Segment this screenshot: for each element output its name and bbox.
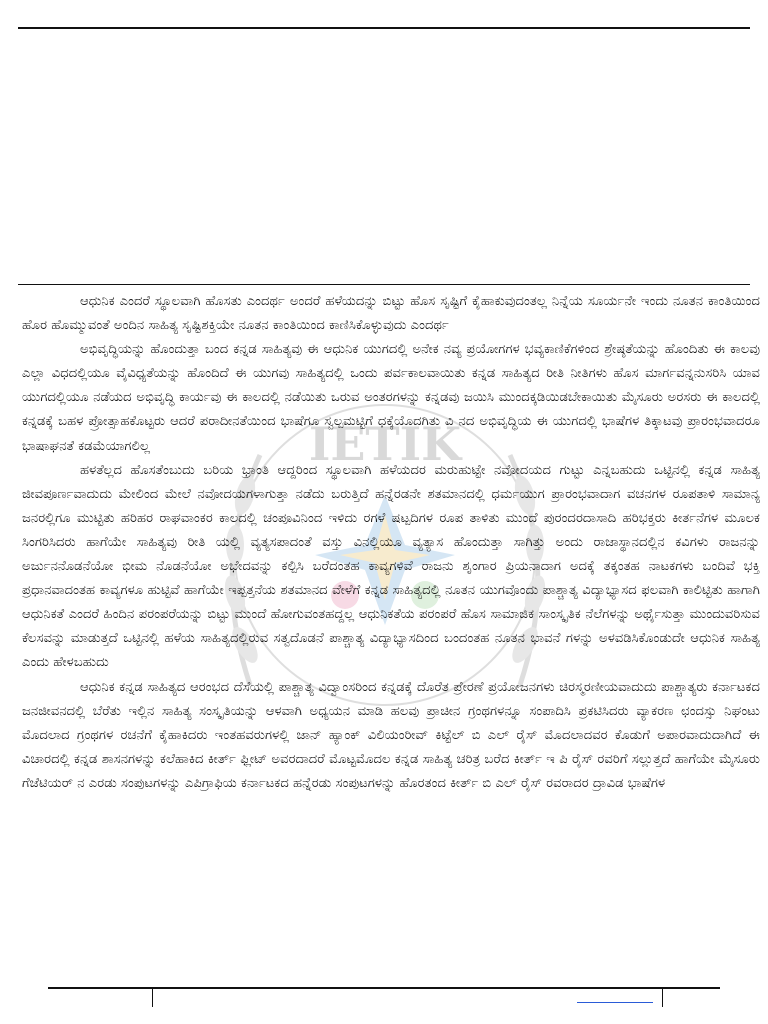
- footer-rule: [48, 987, 720, 989]
- top-rule: [18, 27, 750, 29]
- footer-divider-right: [662, 987, 663, 1007]
- footer-link[interactable]: [577, 1002, 653, 1003]
- footer-divider-left: [152, 987, 153, 1007]
- document-body: [22, 290, 760, 796]
- paragraph-3: ಹಳತೆಲ್ಲದ ಹೊಸತೆಂಬುದು ಬರಿಯ ಭ್ರಾಂತಿ ಆದ್ದರಿಂದ ಸ್ಥೂಲವಾಗಿ ಹಳೆಯದರ ಮರುಹುಟ್ಟೇ ನವೋದಯದ ಗುಟ್ಟು ಎನ್ನಬಹುದು ಒಟ್ಟಿನಲ್ಲಿ ಕನ್ನಡ ಸಾಹಿತ್ಯ ಜೀವಪೂರ್ಣವಾದುದು ಮೇಲಿಂದ ಮೇಲೆ ನವೋದಯಗಳಾಗುತ್ತಾ ನಡೆದು ಬರುತ್ತಿದೆ ಹನ್ನೆರಡನೇ ಶತಮಾನದಲ್ಲಿ ಧರ್ಮಯುಗ ಪ್ರಾರಂಭವಾದಾಗ ವಚನಗಳ ರೂಪತಾಳಿ ಸಾಮಾನ್ಯ ಜನರಲ್ಲಿಗೂ ಮುಟ್ಟಿತು ಹರಿಹರ ರಾಘವಾಂಕರ ಕಾಲದಲ್ಲಿ ಚಂಪೂವಿನಿಂದ ಇಳಿದು ರಗಳೆ ಷಟ್ಪದಿಗಳ ರೂಪ ತಾಳಿತು ಮುಂದೆ ಪುರಂದರದಾಸಾದಿ ಹರಿಭಕ್ತರು ಕೀರ್ತನೆಗಳ ಮೂಲಕ ಸಿಂಗರಿಸಿದರು ಹಾಗೆಯೇ ಸಾಹಿತ್ಯವು ರೀತಿ ಯಲ್ಲಿ ವ್ಯತ್ಯಸಪಾದಂತೆ ವಸ್ತು ವಿನಲ್ಲಿಯೂ ವ್ಯತ್ಯಾಸ ಹೊಂದುತ್ತಾ ಸಾಗಿತ್ತು ಅಂದು ರಾಜಾಸ್ಥಾನದಲ್ಲಿನ ಕವಿಗಳು ರಾಜನನ್ನು ಅರ್ಜುನನೊಡನೆಯೋ ಭೀಮ ನೊಡನೆಯೋ ಅಭೇದವನ್ನು ಕಲ್ಪಿಸಿ ಬರೆದಂತಹ ಕಾವ್ಯಗಳಿವೆ ರಾಜನು ಶೃಂಗಾರ ಪ್ರಿಯನಾದಾಗ ಅದಕ್ಕೆ ತಕ್ಕಂತಹ ನಾಟಕಗಳು ಬಂದಿವೆ ಭಕ್ತಿ ಪ್ರಧಾನವಾದಂತಹ ಕಾವ್ಯಗಳೂ ಹುಟ್ಟಿವೆ ಹಾಗೆಯೇ ಇಪ್ಪತ್ತನೆಯ ಶತಮಾನದ ವೇಳೆಗೆ ಕನ್ನಡ ಸಾಹಿತ್ಯದಲ್ಲಿ ನೂತನ ಯುಗವೊಂದು ಪಾಶ್ಚಾತ್ಯ ವಿದ್ಯಾಭ್ಯಾಸದ ಫಲವಾಗಿ ಕಾಲಿಟ್ಟಿತು ಹಾಗಾಗಿ ಆಧುನಿಕತೆ ಎಂದರೆ ಹಿಂದಿನ ಪರಂಪರೆಯನ್ನು ಬಿಟ್ಟು ಮುಂದೆ ಹೋಗುವಂತಹದ್ದಲ್ಲ ಆಧುನಿಕತೆಯ ಪರಂಪರೆ ಹೊಸ ಸಾಮಾಜಿಕ ಸಾಂಸ್ಕೃತಿಕ ನೆಲೆಗಳನ್ನು ಅರ್ಥೈಸುತ್ತಾ ಮುಂದುವರಿಸುವ ಕೆಲಸವನ್ನು ಮಾಡುತ್ತದೆ ಒಟ್ಟಿನಲ್ಲಿ ಹಳೆಯ ಸಾಹಿತ್ಯದಲ್ಲಿರುವ ಸತ್ವದೊಡನೆ ಪಾಶ್ಚಾತ್ಯ ವಿದ್ಯಾಭ್ಯಾಸದಿಂದ ಬಂದಂತಹ ನೂತನ ಭಾವನೆ ಗಳನ್ನು ಅಳವಡಿಸಿಕೊಂಡುದೇ ಆಧುನಿಕ ಸಾಹಿತ್ಯ ಎಂದು ಹೇಳಬಹುದು: [22, 462, 760, 671]
- paragraph-2: ಅಭಿವೃದ್ಧಿಯನ್ನು ಹೊಂದುತ್ತಾ ಬಂದ ಕನ್ನಡ ಸಾಹಿತ್ಯವು ಈ ಆಧುನಿಕ ಯುಗದಲ್ಲಿ ಅನೇಕ ನವ್ಯ ಪ್ರಯೋಗಗಳ ಭವ್ಯಕಾಣಿಕೆಗಳಿಂದ ಶ್ರೇಷ್ಠತೆಯನ್ನು ಹೊಂದಿತು ಈ ಕಾಲವು ಎಲ್ಲಾ ವಿಧದಲ್ಲಿಯೂ ವೈವಿಧ್ಯತೆಯನ್ನು ಹೊಂದಿದೆ ಈ ಯುಗವು ಸಾಹಿತ್ಯದಲ್ಲಿ ಒಂದು ಪರ್ವಕಾಲವಾಯಿತು ಕನ್ನಡ ಸಾಹಿತ್ಯದ ರೀತಿ ನೀತಿಗಳು ಹೊಸ ಮಾರ್ಗವನ್ನನುಸರಿಸಿ ಯಾವ ಯುಗದಲ್ಲಿಯೂ ನಡೆಯದ ಅಭಿವೃದ್ಧಿ ಕಾರ್ಯವು ಈ ಕಾಲದಲ್ಲಿ ನಡೆಯಿತು ಒರುವ ಅಂತರಗಳನ್ನು ಕನ್ನಡವು ಜಯಿಸಿ ಮುಂದಕ್ಕಡಿಯಿಡಬೇಕಾಯಿತು ಮೈಸೂರು ಅರಸರು ಈ ಕಾಲದಲ್ಲಿ ಕನ್ನಡಕ್ಕೆ ಬಹಳ ಪ್ರೋತ್ಸಾಹಕೊಟ್ಟರು ಆದರೆ ಪರಾದೀನತೆಯಿಂದ ಭಾಷೆಗೂ ಸ್ವಲ್ಪಮಟ್ಟಿಗೆ ಧಕ್ಕೆಯೊದಗಿತು ವಿ ನದ ಅಭಿವೃದ್ಧಿಯ ಈ ಯುಗದಲ್ಲಿ ಭಾಷೆಗಳ ತಿಕ್ಕಾಟವು ಪ್ರಾರಂಭವಾದರೂ ಭಾಷಾಘನತೆ ಕಡಮೆಯಾಗಲಿಲ್ಲ: [22, 342, 760, 454]
- watermark-text: IETIK: [308, 417, 462, 471]
- body-top-rule: [18, 284, 750, 285]
- paragraph-1: ಆಧುನಿಕ ಎಂದರೆ ಸ್ಥೂಲವಾಗಿ ಹೊಸತು ಎಂದರ್ಥ ಅಂದರೆ ಹಳೆಯದನ್ನು ಬಿಟ್ಟು ಹೊಸ ಸೃಷ್ಟಿಗೆ ಕೈಹಾಕುವುದಂತಲ್ಲ ನಿನ್ನೆಯ ಸೂರ್ಯನೇ ಇಂದು ನೂತನ ಕಾಂತಿಯಿಂದ ಹೊರ ಹೊಮ್ಮುವಂತೆ ಅಂದಿನ ಸಾಹಿತ್ಯ ಸೃಷ್ಟಿಶಕ್ತಿಯೇ ನೂತನ ಕಾಂತಿಯಿಂದ ಕಾಣಿಸಿಕೊಳ್ಳುವುದು ಎಂದರ್ಥ: [22, 294, 760, 334]
- paragraph-4: ಆಧುನಿಕ ಕನ್ನಡ ಸಾಹಿತ್ಯದ ಆರಂಭದ ದೆಸೆಯಲ್ಲಿ ಪಾಶ್ಚಾತ್ಯ ವಿದ್ವಾಂಸರಿಂದ ಕನ್ನಡಕ್ಕೆ ದೊರೆತ ಪ್ರೇರಣೆ ಪ್ರಯೋಜನಗಳು ಚಿರಸ್ಮರಣೀಯವಾದುದು ಪಾಶ್ಚಾತ್ಯರು ಕರ್ನಾಟಕದ ಜನಜೀವನದಲ್ಲಿ ಬೆರೆತು ಇಲ್ಲಿನ ಸಾಹಿತ್ಯ ಸಂಸ್ಕೃತಿಯನ್ನು ಆಳವಾಗಿ ಅಧ್ಯಯನ ಮಾಡಿ ಹಲವು ಪ್ರಾಚೀನ ಗ್ರಂಥಗಳನ್ನೂ ಸಂಪಾದಿಸಿ ಪ್ರಕಟಿಸಿದರು ವ್ಯಾಕರಣ ಛಂದಸ್ಸು ನಿಘಂಟು ಮೊದಲಾದ ಗ್ರಂಥಗಳ ರಚನೆಗೆ ಕೈಹಾಕಿದರು ಇಂತಹವರುಗಳಲ್ಲಿ ಜಾನ್ ಹ್ಯಾಂಕ್ ವಿಲಿಯಂರೀವ್ ಕಿಟ್ಟೆಲ್ ಬಿ ಎಲ್ ರೈಸ್ ಮೊದಲಾದವರ ಕೊಡುಗೆ ಅಪಾರವಾದುದಾಗಿದೆ ಈ ವಿಚಾರದಲ್ಲಿ ಕನ್ನಡ ಶಾಸನಗಳನ್ನು ಕಲೆಹಾಕಿದ ಕೀರ್ತ್ ಫ್ಲೀಟ್ ಅವರದಾದರೆ ಮೊಟ್ಟಮೊದಲ ಕನ್ನಡ ಸಾಹಿತ್ಯ ಚರಿತ್ರ ಬರೆದ ಕೀರ್ತ್ ಇ ಪಿ ರೈಸ್ ರವರಿಗೆ ಸಲ್ಲುತ್ತದೆ ಹಾಗೆಯೇ ಮೈಸೂರು ಗೆಜೆಟಿಯರ್ ನ ಎರಡು ಸಂಪುಟಗಳನ್ನು ಎಪಿಗ್ರಾಫಿಯ ಕರ್ನಾಟಕದ ಹನ್ನೆರಡು ಸಂಪುಟಗಳನ್ನು ಹೊರತಂದ ಕೀರ್ತ್ ಬಿ ಎಲ್ ರೈಸ್ ರವರಾದರ ದ್ರಾವಿಡ ಭಾಷೆಗಳ: [22, 679, 760, 791]
